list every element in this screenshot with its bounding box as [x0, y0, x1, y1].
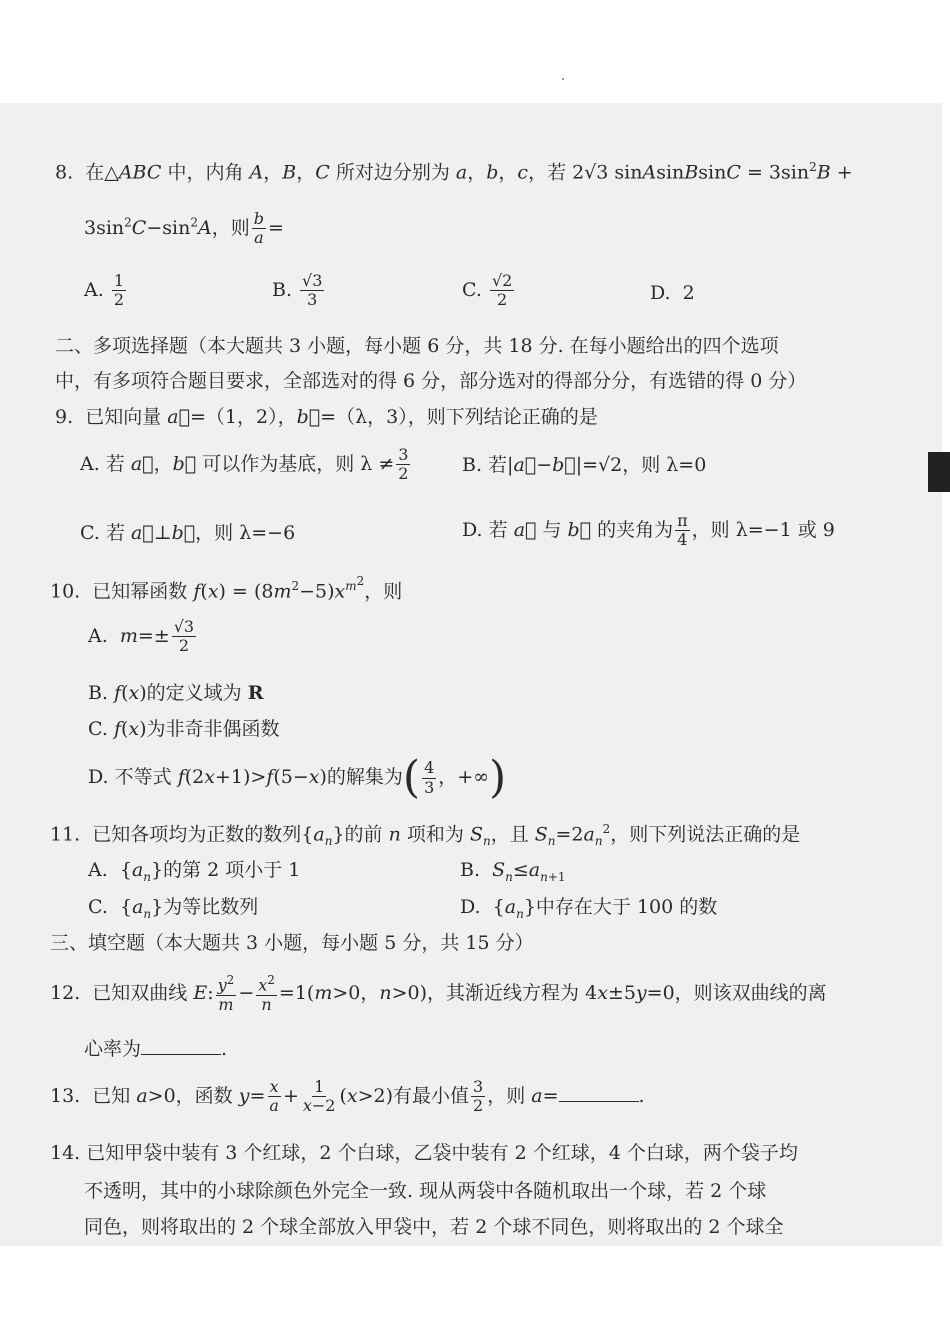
- page-edge-tab: [928, 452, 950, 492]
- q8-option-c: C. $\frac{√2}{2}$: [462, 271, 513, 310]
- q11-stem: 11. 已知各项均为正数的数列$\{a_n\}$的前 n 项和为 $S_n$，且 $S_n=2a_n^2$，则下列说法正确的是: [50, 822, 801, 849]
- q8-option-a: A. $\frac{1}{2}$: [84, 271, 124, 310]
- q14-line1: 14. 已知甲袋中装有 3 个红球，2 个白球，乙袋中装有 2 个红球，4 个白球，两个袋子均: [50, 1142, 798, 1164]
- q14-line3: 同色，则将取出的 2 个球全部放入甲袋中，若 2 个球不同色，则将取出的 2 个球全: [84, 1216, 784, 1238]
- section2-line2: 中，有多项符合题目要求，全部选对的得 6 分，部分选对的得部分分，有选错的得 0 分）: [55, 370, 807, 392]
- q13: 13. 已知 a>0，函数 y= $\frac{x}{a}$ + $\frac{1}{x-2}$ (x>2)有最小值 $\frac{3}{2}$ ，则 a= .: [50, 1077, 645, 1116]
- q11-option-d: D. $\{a_n\}$中存在大于 100 的数: [460, 896, 718, 921]
- q12-line2: 心率为 .: [84, 1038, 228, 1060]
- q10-option-a: A. m=± $\frac{√3}{2}$: [88, 617, 195, 656]
- q11-option-c: C. $\{a_n\}$为等比数列: [88, 896, 259, 921]
- q8-line1: 8. 在△ABC 中，内角 A，B，C 所对边分别为 a，b，c，若 2√3 sinAsinBsinC = $3\sin^2B$ +: [55, 160, 853, 184]
- q9-option-a: A. 若 a⃗，b⃗ 可以作为基底，则 λ ≠ $\frac{3}{2}$: [80, 445, 409, 484]
- section3-header: 三、填空题（本大题共 3 小题，每小题 5 分，共 15 分）: [50, 932, 534, 954]
- q10-option-c: C. f(x)为非奇非偶函数: [88, 718, 280, 740]
- q11-option-b: B. $S_n\le a_{n+1}$: [460, 859, 566, 884]
- q12-line1: 12. 已知双曲线 E: $\frac{y^2}{m}$ − $\frac{x^2}{n}$ =1(m>0，n>0)，其渐近线方程为 4x±5y=0，则该双曲线的离: [50, 973, 827, 1014]
- answer-blank[interactable]: [141, 1040, 221, 1055]
- speck: [562, 78, 564, 80]
- section2-line1: 二、多项选择题（本大题共 3 小题，每小题 6 分，共 18 分. 在每小题给出的四个选项: [55, 335, 779, 357]
- q14-line2: 不透明，其中的小球除颜色外完全一致. 现从两袋中各随机取出一个球，若 2 个球: [84, 1180, 767, 1202]
- q9-stem: 9. 已知向量 a⃗=（1，2），b⃗=（λ，3），则下列结论正确的是: [55, 406, 598, 428]
- q9-option-c: C. 若 a⃗⊥b⃗，则 λ=−6: [80, 522, 296, 544]
- q10-option-b: B. f(x)的定义域为 R: [88, 682, 264, 704]
- q9-option-d: D. 若 a⃗ 与 b⃗ 的夹角为 $\frac{\pi}{4}$ ，则 λ=−1 或 9: [462, 511, 835, 550]
- q11-option-a: A. $\{a_n\}$的第 2 项小于 1: [88, 859, 301, 884]
- q8-option-d: D. 2: [650, 282, 695, 304]
- answer-blank[interactable]: [559, 1087, 639, 1102]
- q10-option-d: D. 不等式 f(2x+1)>f(5−x)的解集为( $\frac{4}{3}$ ，+∞): [88, 752, 507, 803]
- q9-option-b: B. 若|a⃗−b⃗|=√2，则 λ=0: [462, 454, 707, 476]
- q8-option-b: B. $\frac{√3}{3}$: [272, 271, 323, 310]
- q8-line2: $3\sin^2C-\sin^2A$，则 $\frac{b}{a}$ =: [84, 209, 284, 248]
- q10-stem: 10. 已知幂函数 $f(x) = (8m^2-5)x^{m^2}$，则: [50, 574, 403, 603]
